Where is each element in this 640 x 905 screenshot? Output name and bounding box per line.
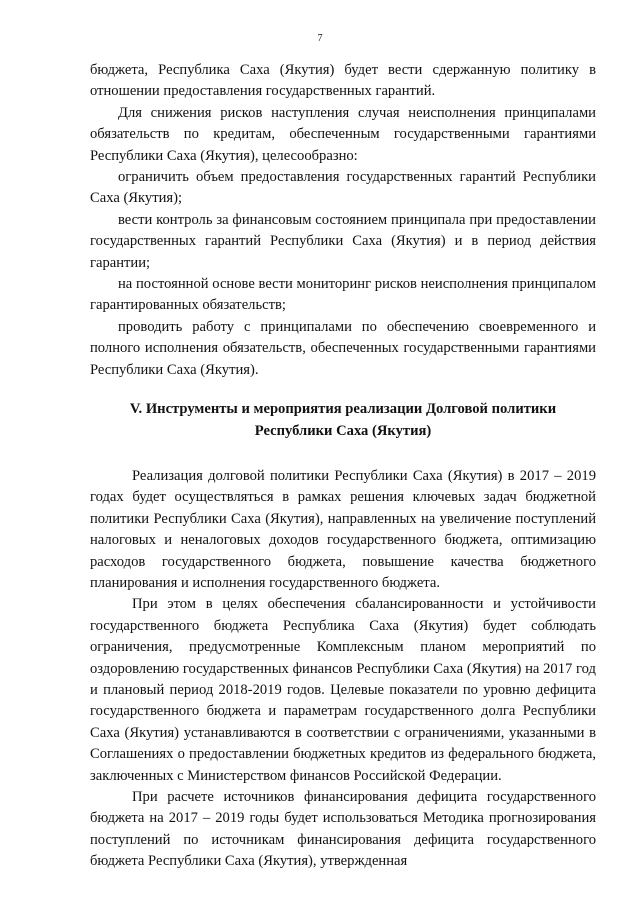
section-heading-line2: Республики Саха (Якутия) [254,422,432,439]
paragraph-balance: При этом в целях обеспечения сбалансированности и устойчивости государственного бюджета Республика Саха (Якутия) будет соблюдать ограничения, предусмотренные Комплексным планом мероприятий по оздоровлению государственных финансов Республики Саха (Якутия) на 2017 год и плановый период 2018-2019 годов. Целевые показатели по уровню дефицита государственного бюджета и параметрам государственного долга Республики Саха (Якутия) устанавливаются в соответствии с ограничениями, указанными в Соглашениях о предоставлении бюджетных кредитов из федерального бюджета, заключенных с Министерством финансов Российской Федерации. [90,596,596,784]
paragraph-monitoring: на постоянной основе вести мониторинг рисков неисполнения принципалом гарантированных обязательств; [90,276,596,314]
paragraph-methodology: При расчете источников финансирования дефицита государственного бюджета на 2017 – 2019 годы будет использоваться Методика прогнозирования поступлений по источникам финансирования дефицита государственного бюджета Республики Саха (Якутия), утвержденная [90,789,596,870]
section-heading-line1: V. Инструменты и мероприятия реализации Долговой политики [129,401,557,418]
document-body [90,60,596,873]
paragraph-principals-work: проводить работу с принципалами по обеспечению своевременного и полного исполнения обязательств, обеспеченных государственными гарантиями Республики Саха (Якутия). [90,318,596,378]
page-number: 7 [317,33,323,44]
paragraph-risk-intro: Для снижения рисков наступления случая неисполнения принципалами обязательств по кредитам, обеспеченным государственными гарантиями Республики Саха (Якутия), целесообразно: [90,104,596,164]
paragraph-control: вести контроль за финансовым состоянием принципала при предоставлении государственных гарантий Республики Саха (Якутия) и в период действия гарантии; [90,211,596,271]
paragraph-implementation: Реализация долговой политики Республики Саха (Якутия) в 2017 – 2019 годах будет осуществляться в рамках решения ключевых задач бюджетной политики Республики Саха (Якутия), направленных на увеличение поступлений налоговых и неналоговых доходов государственного бюджета, оптимизацию расходов государственного бюджета, повышение качества бюджетного планирования и исполнения государственного бюджета. [90,467,596,591]
paragraph-limit-guarantees: ограничить объем предоставления государственных гарантий Республики Саха (Якутия); [90,169,596,207]
paragraph-continuation: бюджета, Республика Саха (Якутия) будет вести сдержанную политику в отношении предоставления государственных гарантий. [90,62,596,100]
